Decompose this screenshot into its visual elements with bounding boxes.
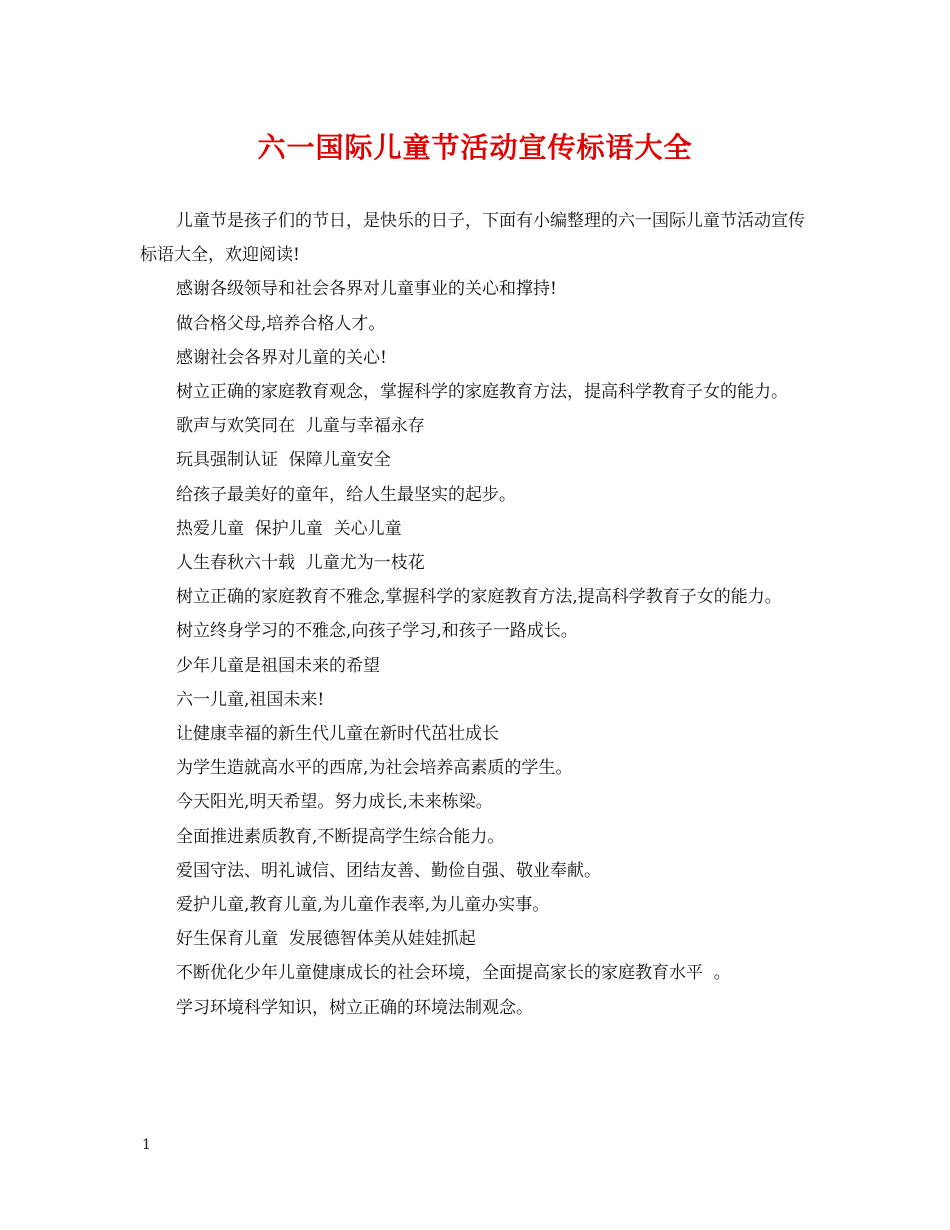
- paragraph: 爱国守法、明礼诚信、团结友善、勤俭自强、敬业奉献。: [176, 860, 601, 881]
- paragraph: 树立正确的家庭教育不雅念,掌握科学的家庭教育方法,提高科学教育子女的能力。: [176, 587, 782, 608]
- paragraph: 感谢社会各界对儿童的关心!: [176, 347, 387, 368]
- paragraph: 六一儿童,祖国未来!: [176, 689, 325, 710]
- paragraph: 歌声与欢笑同在 儿童与幸福永存: [176, 416, 425, 437]
- paragraph: 今天阳光,明天希望。努力成长,未来栋梁。: [176, 792, 493, 813]
- paragraph: 热爱儿童 保护儿童 关心儿童: [176, 518, 402, 539]
- paragraph: 爱护儿童,教育儿童,为儿童作表率,为儿童办实事。: [176, 895, 550, 916]
- paragraph: 儿童节是孩子们的节日，是快乐的日子，下面有小编整理的六一国际儿童节活动宣传标语大全，欢迎阅读!: [140, 211, 805, 266]
- paragraph: 全面推进素质教育,不断提高学生综合能力。: [176, 826, 505, 847]
- paragraph: 好生保育儿童 发展德智体美从娃娃抓起: [176, 929, 476, 950]
- paragraph: 不断优化少年儿童健康成长的社会环境，全面提高家长的家庭教育水平 。: [176, 963, 731, 984]
- paragraph: 树立终身学习的不雅念,向孩子学习,和孩子一路成长。: [176, 621, 578, 642]
- paragraph: 做合格父母,培养合格人才。: [176, 313, 386, 334]
- paragraph: 树立正确的家庭教育观念，掌握科学的家庭教育方法，提高科学教育子女的能力。: [176, 382, 788, 403]
- paragraph: 学习环境科学知识，树立正确的环境法制观念。: [176, 997, 533, 1018]
- paragraph: 为学生造就高水平的西席,为社会培养高素质的学生。: [176, 758, 573, 779]
- paragraph: 让健康幸福的新生代儿童在新时代茁壮成长: [176, 724, 499, 745]
- document-title: 六一国际儿童节活动宣传标语大全: [257, 131, 693, 164]
- page-number: 1: [142, 1137, 151, 1153]
- paragraph: 感谢各级领导和社会各界对儿童事业的关心和撑持!: [176, 279, 557, 300]
- paragraph: 玩具强制认证 保障儿童安全: [176, 450, 391, 471]
- paragraph: 给孩子最美好的童年，给人生最坚实的起步。: [176, 484, 516, 505]
- paragraph: 少年儿童是祖国未来的希望: [176, 655, 380, 676]
- document-body: [140, 204, 812, 1025]
- paragraph: 人生春秋六十载 儿童尤为一枝花: [176, 553, 425, 574]
